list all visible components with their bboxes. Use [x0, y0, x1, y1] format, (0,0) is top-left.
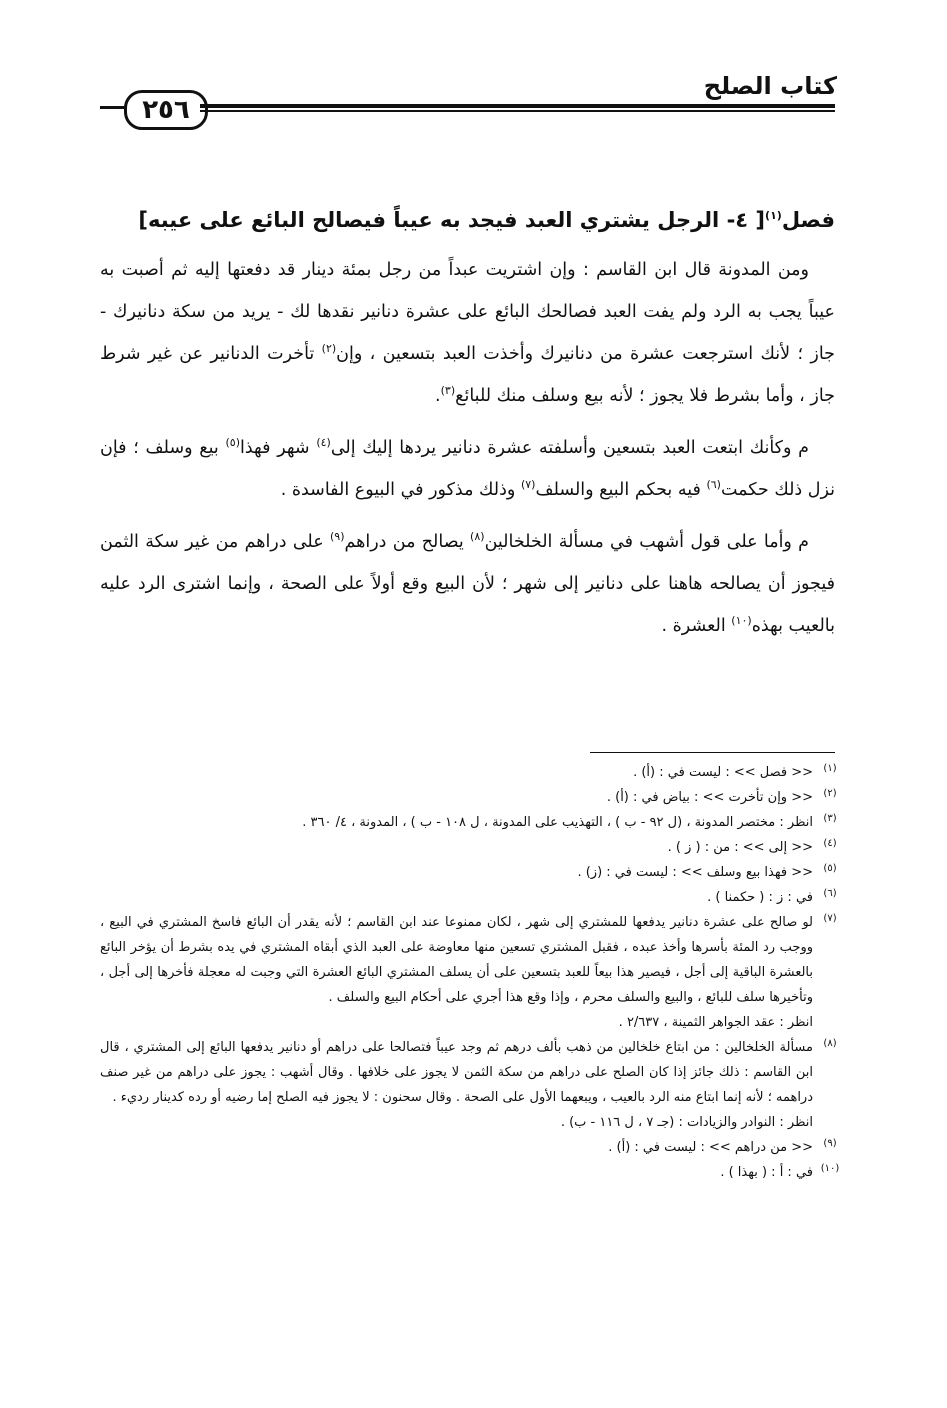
para3-text-b: يصالح من دراهم	[344, 532, 471, 552]
footnote-ref: (٨)	[470, 530, 485, 544]
footnote-text: << فصل >> : ليست في : (أ) .	[633, 765, 813, 780]
footnote-source: انظر : عقد الجواهر الثمينة ، ٢/٦٣٧ .	[618, 1015, 813, 1030]
footnote-item	[100, 1035, 847, 1110]
footnote-number: (٣)	[823, 813, 837, 824]
footnote-number: (٤)	[823, 838, 837, 849]
para2-text-a: م وكأنك ابتعت العبد بتسعين وأسلفته عشرة دنانير يردها إليك إلى	[330, 438, 809, 458]
paragraph-3	[100, 521, 835, 647]
footnote-text: مسألة الخلخالين : من ابتاع خلخالين من ذهب بألف درهم ثم وجد عيباً فتصالحا على دراهم أو دنانير يدفعها البائع إلى المشتري ، قال ابن القاسم : ذلك جائز إذا كان الصلح على دراهم من سكة الثمن لا يجوز على خلافها . وقال أشهب : يجوز على دراهم من غير صنف دراهمه ؛ لأنه إنما ابتاع منه الرد بالعيب ، ويبعهما الأول على الصحة . وقال سحنون : لا يجوز فيه الصلح إما رضيه أو رده كدينار رديء .	[100, 1040, 813, 1105]
footnote-number: (١٠)	[820, 1163, 840, 1174]
footnote-text: << فهذا بيع وسلف >> : ليست في : (ز) .	[577, 865, 813, 880]
para2-text-b: شهر فهذا	[240, 438, 317, 458]
para1-text-c: .	[435, 386, 441, 406]
paragraph-2	[100, 427, 835, 511]
footnote-number: (٢)	[823, 788, 837, 799]
footnote-number: (٩)	[823, 1138, 837, 1149]
section-heading	[100, 205, 835, 235]
footnote-ref: (٥)	[225, 436, 240, 450]
footnote-item	[100, 1160, 847, 1185]
heading-text: [ ٤- الرجل يشتري العبد فيجد به عيباً فيصالح البائع على عيبه]	[138, 208, 766, 232]
footnote-number: (٧)	[823, 913, 837, 924]
footnote-item	[100, 785, 847, 810]
para2-text-c: بيع وسلف ؛ فإن نزل ذلك حكمت	[100, 438, 835, 500]
footnote-item	[100, 860, 847, 885]
footnote-item	[100, 1135, 847, 1160]
para1-text-b: تأخرت الدنانير عن غير شرط جاز ، وأما بشرط فلا يجوز ؛ لأنه بيع وسلف منك للبائع	[100, 344, 835, 406]
footnote-source: انظر : النوادر والزيادات : (جـ ٧ ، ل ١١٦ - ب) .	[560, 1115, 813, 1130]
footnote-text: << من دراهم >> : ليست في : (أ) .	[608, 1140, 813, 1155]
paragraph-1	[100, 249, 835, 417]
footnote-ref: (١٠)	[731, 614, 752, 628]
footnote-item	[100, 885, 847, 910]
footnote-item	[100, 810, 847, 835]
footnote-number: (١)	[823, 763, 837, 774]
footnote-text: انظر : مختصر المدونة ، (ل ٩٢ - ب ) ، التهذيب على المدونة ، ل ١٠٨ - ب ) ، المدونة ، ٤/ ٣٦٠ .	[302, 815, 813, 830]
para1-text-a: ومن المدونة قال ابن القاسم : وإن اشتريت عبداً من رجل بمئة دينار قد دفعتها إليه ثم أصبت به عيباً يجب به الرد ولم يفت العبد فصالحك البائع على عشرة دنانير نقدها لك - يريد من سكة دنانيرك - جاز ؛ لأنك استرجعت عشرة من دنانيرك وأخذت العبد بتسعين ، وإن	[100, 260, 835, 364]
footnote-ref: (٤)	[316, 436, 331, 450]
para3-text-a: م وأما على قول أشهب في مسألة الخلخالين	[484, 532, 810, 552]
footnote-ref: (٢)	[321, 342, 337, 356]
main-text	[100, 205, 835, 657]
para3-text-c: على دراهم من غير سكة الثمن فيجوز أن يصالحه هاهنا على دنانير إلى شهر ؛ لأن البيع وقع أولاً على الصحة ، وإنما اشترى الرد عليه بالعيب بهذه	[100, 532, 835, 636]
footnote-ref: (٧)	[520, 478, 536, 492]
footnote-ref: (٦)	[706, 478, 721, 492]
footnote-text: << وإن تأخرت >> : بياض في : (أ) .	[606, 790, 813, 805]
footnote-text: لو صالح على عشرة دنانير يدفعها للمشتري إلى شهر ، لكان ممنوعا عند ابن القاسم ؛ لأنه يقدر أن البائع فاسخ المشتري في البيع ، ووجب رد المئة بأسرها وأخذ عبده ، فقبل المشتري تسعين منها معاوضة على العبد الذي أبقاه المشتري في يده بشرط أن يؤخر البائع بالعشرة الباقية إلى أجل ، فيصير هذا بيعاً للعبد بتسعين على أن يسلف المشتري البائع العشرة التي وجبت له معجلة فأخرها إلى أجل ، وتأخيرها سلف للبائع ، والبيع والسلف محرم ، وإذا وقع هذا أجري على أحكام البيع والسلف .	[100, 915, 813, 1005]
footnote-item	[100, 910, 847, 1010]
footnote-item	[100, 760, 847, 785]
footnote-separator	[590, 752, 835, 753]
footnote-text: << إلى >> : من : ( ز ) .	[667, 840, 813, 855]
footnote-ref: (٩)	[329, 530, 345, 544]
para2-text-d: فيه بحكم البيع والسلف	[535, 480, 707, 500]
footnotes	[100, 760, 847, 1185]
header-rule	[200, 104, 835, 112]
footnote-ref: (٣)	[440, 384, 456, 398]
header-rule-left	[100, 106, 126, 109]
footnote-item	[100, 835, 847, 860]
page-number: ٢٥٦	[124, 90, 208, 130]
footnote-number: (٦)	[823, 888, 837, 899]
running-title: كتاب الصلح	[703, 72, 837, 100]
para3-text-d: العشرة .	[661, 616, 732, 636]
footnote-ref: (١)	[765, 209, 782, 222]
para2-text-e: وذلك مذكور في البيوع الفاسدة .	[280, 480, 521, 500]
footnote-text: في : أ : ( بهذا ) .	[720, 1165, 813, 1180]
heading-prefix: فصل	[781, 208, 835, 232]
footnote-text: في : ز : ( حكمنا ) .	[707, 890, 813, 905]
footnote-number: (٥)	[823, 863, 837, 874]
footnote-number: (٨)	[823, 1038, 837, 1049]
